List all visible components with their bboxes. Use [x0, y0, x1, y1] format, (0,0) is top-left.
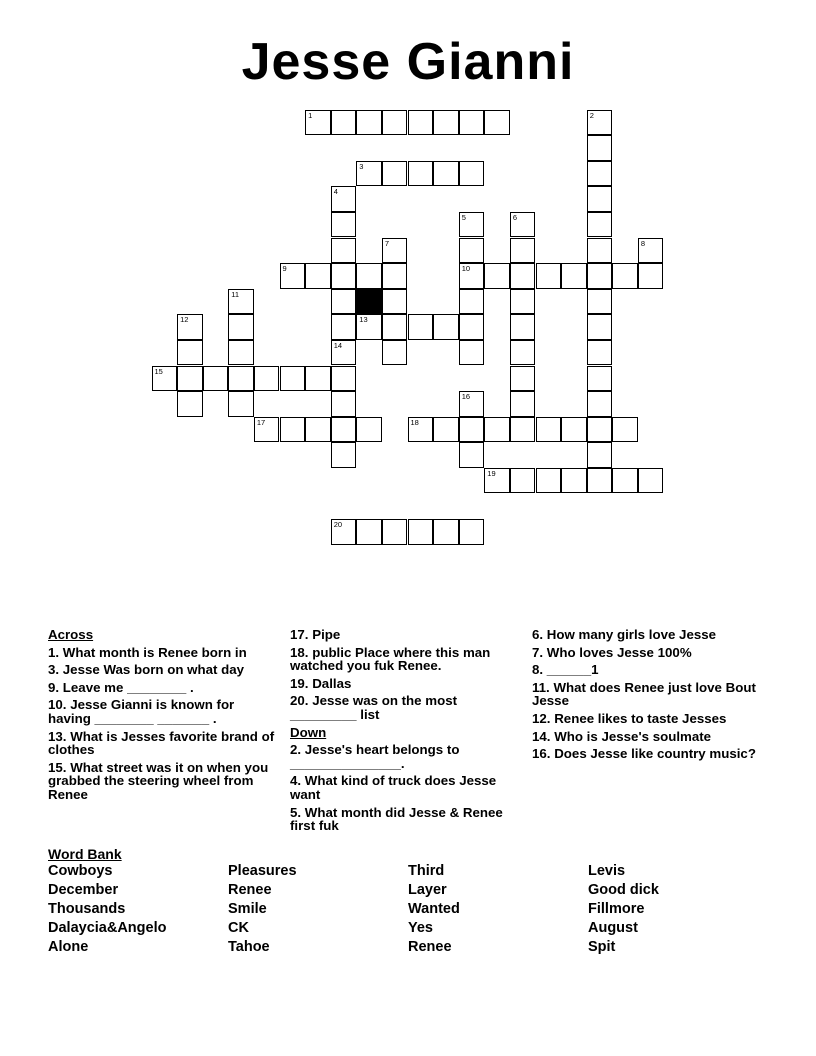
- grid-cell[interactable]: [459, 519, 485, 545]
- grid-cell[interactable]: [536, 263, 562, 289]
- grid-cell[interactable]: [484, 417, 510, 443]
- clue-number: 6.: [532, 627, 544, 642]
- grid-cell[interactable]: [587, 110, 613, 136]
- clue-number: 13.: [48, 728, 67, 744]
- word-bank-item: Cowboys: [48, 863, 113, 879]
- clue-number: 7: [384, 238, 390, 248]
- grid-cell[interactable]: [638, 263, 664, 289]
- down-heading: Down: [290, 724, 327, 740]
- grid-cell[interactable]: [587, 442, 613, 468]
- clues-column-1: [48, 628, 278, 806]
- clue-number: 18: [410, 417, 419, 427]
- grid-cell[interactable]: [280, 417, 306, 443]
- grid-cell[interactable]: [587, 161, 613, 187]
- grid-cell[interactable]: [382, 340, 408, 366]
- word-bank-item: Wanted: [408, 901, 460, 917]
- word-bank-item: Layer: [408, 882, 447, 898]
- grid-cell[interactable]: [382, 238, 408, 264]
- grid-cell[interactable]: [382, 289, 408, 315]
- grid-cell[interactable]: [587, 468, 613, 494]
- grid-cell[interactable]: [587, 340, 613, 366]
- grid-cell[interactable]: [587, 186, 613, 212]
- clue-text: Jesse was on the most _________ list: [290, 693, 458, 722]
- grid-cell[interactable]: [587, 314, 613, 340]
- grid-cell[interactable]: [587, 238, 613, 264]
- grid-cell[interactable]: [459, 238, 485, 264]
- grid-cell[interactable]: [254, 417, 280, 443]
- grid-cell[interactable]: [408, 314, 434, 340]
- grid-cell[interactable]: [177, 391, 203, 417]
- clue-text: Dallas: [308, 675, 352, 691]
- word-bank-item: Tahoe: [228, 939, 270, 955]
- grid-cell[interactable]: [587, 135, 613, 161]
- grid-cell[interactable]: [587, 417, 613, 443]
- grid-cell[interactable]: [305, 417, 331, 443]
- grid-cell[interactable]: [228, 289, 254, 315]
- word-bank-item: Smile: [228, 901, 267, 917]
- grid-cell[interactable]: [356, 314, 382, 340]
- across-heading: Across: [48, 627, 94, 642]
- clue-number: 1.: [48, 644, 60, 660]
- clue-number: 3.: [48, 662, 60, 678]
- word-bank-item: Dalaycia&Angelo: [48, 920, 167, 936]
- grid-cell[interactable]: [459, 391, 485, 417]
- grid-cell[interactable]: [433, 519, 459, 545]
- grid-cell[interactable]: [510, 263, 536, 289]
- grid-cell[interactable]: [587, 366, 613, 392]
- clue-number: 4: [333, 187, 338, 197]
- grid-cell[interactable]: [177, 340, 203, 366]
- clue-text: Leave me ________ .: [59, 679, 194, 695]
- grid-cell[interactable]: [510, 314, 536, 340]
- clue-text: ______1: [543, 662, 599, 678]
- clue-number: 1: [308, 110, 313, 120]
- clue: [48, 646, 278, 660]
- clue: [48, 681, 278, 695]
- clue: [532, 628, 762, 642]
- grid-cell[interactable]: [331, 186, 357, 212]
- clue: [290, 646, 520, 673]
- page-title: Jesse Gianni: [241, 33, 575, 91]
- grid-cell[interactable]: [510, 366, 536, 392]
- clue-number: 19: [487, 468, 496, 478]
- grid-cell[interactable]: [331, 212, 357, 238]
- clue-text: What month did Jesse & Renee first fuk: [290, 804, 503, 834]
- clue-number: 17.: [290, 627, 309, 642]
- grid-cell[interactable]: [459, 340, 485, 366]
- clue-number: 17: [256, 417, 266, 427]
- grid-cell[interactable]: [331, 289, 357, 315]
- grid-cell[interactable]: [280, 366, 306, 392]
- clue: [290, 677, 520, 691]
- grid-cell[interactable]: [536, 468, 562, 494]
- clue-number: 13: [359, 315, 368, 325]
- grid-cell[interactable]: [356, 263, 382, 289]
- grid-cell[interactable]: [408, 417, 434, 443]
- clue-text: Jesse's heart belongs to _______________.: [290, 742, 460, 771]
- grid-cell[interactable]: [228, 314, 254, 340]
- word-bank-item: Levis: [588, 863, 626, 879]
- clue: [290, 774, 520, 801]
- grid-cell[interactable]: [561, 263, 587, 289]
- grid-cell[interactable]: [331, 391, 357, 417]
- clue-text: Does Jesse like country music?: [550, 746, 756, 762]
- grid-cell[interactable]: [331, 519, 357, 545]
- clue-text: What is Jesses favorite brand of clothes: [48, 728, 275, 758]
- clue-number: 16: [461, 392, 471, 402]
- clue-text: Jesse Gianni is known for having ________ _______ .: [48, 697, 235, 726]
- grid-cell[interactable]: [561, 468, 587, 494]
- grid-cell[interactable]: [484, 263, 510, 289]
- grid-cell[interactable]: [510, 212, 536, 238]
- grid-cell[interactable]: [228, 340, 254, 366]
- grid-cell[interactable]: [459, 212, 485, 238]
- clue-number: 8: [640, 238, 646, 248]
- grid-cell[interactable]: [510, 238, 536, 264]
- clue-number: 16.: [532, 746, 551, 762]
- grid-cell[interactable]: [408, 519, 434, 545]
- clue-number: 9.: [48, 679, 60, 695]
- clue-number: 18.: [290, 644, 309, 660]
- clue-number: 10.: [48, 697, 67, 713]
- word-bank-item: Thousands: [48, 901, 126, 917]
- clue: [290, 694, 520, 721]
- grid-cell[interactable]: [459, 161, 485, 187]
- grid-cell[interactable]: [382, 314, 408, 340]
- clue-number: 20.: [290, 693, 309, 709]
- grid-cell[interactable]: [510, 340, 536, 366]
- grid-cell[interactable]: [561, 417, 587, 443]
- grid-cell[interactable]: [612, 468, 638, 494]
- grid-cell[interactable]: [331, 417, 357, 443]
- clue-text: What street was it on when you grabbed the steering wheel from Renee: [48, 759, 269, 802]
- grid-cell[interactable]: [459, 289, 485, 315]
- grid-cell[interactable]: [356, 519, 382, 545]
- grid-cell[interactable]: [356, 161, 382, 187]
- clue: [532, 712, 762, 726]
- grid-cell[interactable]: [433, 110, 459, 136]
- word-bank-item: December: [48, 882, 119, 898]
- grid-cell[interactable]: [331, 442, 357, 468]
- clue-number: 12: [180, 315, 189, 325]
- clue-number: 15: [154, 366, 163, 376]
- grid-cell[interactable]: [305, 263, 331, 289]
- clue: [48, 730, 278, 757]
- clue-number: 9: [282, 264, 287, 274]
- clue: [532, 663, 762, 677]
- clue-number: 2.: [290, 742, 302, 758]
- grid-cell[interactable]: [612, 417, 638, 443]
- clue-number: 14: [333, 340, 343, 350]
- grid-cell[interactable]: [305, 366, 331, 392]
- grid-cell[interactable]: [484, 468, 510, 494]
- grid-cell[interactable]: [612, 263, 638, 289]
- grid-cell[interactable]: [638, 468, 664, 494]
- grid-cell[interactable]: [408, 110, 434, 136]
- grid-cell[interactable]: [536, 417, 562, 443]
- grid-cell[interactable]: [382, 519, 408, 545]
- word-bank-item: Good dick: [588, 882, 659, 898]
- word-bank-item: CK: [228, 920, 249, 936]
- word-bank-item: Yes: [408, 920, 433, 936]
- clue: [532, 646, 762, 660]
- grid-cell[interactable]: [638, 238, 664, 264]
- grid-cell[interactable]: [331, 366, 357, 392]
- clue-number: 7.: [532, 644, 544, 660]
- clue: [290, 628, 520, 642]
- clue-text: What kind of truck does Jesse want: [290, 773, 497, 802]
- grid-cell[interactable]: [152, 366, 178, 392]
- grid-cell[interactable]: [382, 161, 408, 187]
- clue-number: 11.: [532, 679, 550, 695]
- clue-text: Jesse Was born on what day: [59, 662, 245, 678]
- clue-number: 2: [589, 110, 594, 120]
- grid-cell[interactable]: [459, 263, 485, 289]
- clue-text: Who is Jesse's soulmate: [550, 728, 712, 744]
- clue-text: Who loves Jesse 100%: [543, 644, 692, 660]
- grid-cell[interactable]: [433, 161, 459, 187]
- clue-text: What month is Renee born in: [59, 644, 247, 660]
- grid-cell[interactable]: [356, 417, 382, 443]
- clue-number: 14.: [532, 728, 551, 744]
- grid-cell[interactable]: [433, 417, 459, 443]
- clue-number: 10: [461, 264, 471, 274]
- grid-cell[interactable]: [228, 366, 254, 392]
- grid-cell[interactable]: [177, 366, 203, 392]
- grid-cell[interactable]: [510, 391, 536, 417]
- clue-number: 19.: [290, 675, 309, 691]
- grid-cell[interactable]: [587, 289, 613, 315]
- grid-cell[interactable]: [228, 391, 254, 417]
- clue: [532, 747, 762, 761]
- clue-number: 4.: [290, 773, 302, 789]
- word-bank-item: Spit: [588, 939, 616, 955]
- grid-cell[interactable]: [356, 110, 382, 136]
- grid-cell[interactable]: [459, 417, 485, 443]
- grid-cell[interactable]: [305, 110, 331, 136]
- clue-number: 15.: [48, 759, 67, 775]
- grid-cell[interactable]: [331, 314, 357, 340]
- grid-cell[interactable]: [177, 314, 203, 340]
- clue-number: 8.: [532, 662, 544, 678]
- word-bank-heading: Word Bank: [48, 846, 122, 862]
- clue: [48, 698, 278, 725]
- clue-text: Pipe: [308, 627, 341, 642]
- grid-cell[interactable]: [382, 263, 408, 289]
- clue-number: 12.: [532, 710, 551, 726]
- clue-number: 11: [231, 289, 240, 299]
- clue-text: public Place where this man watched you fuk Renee.: [290, 644, 491, 674]
- word-bank-item: Renee: [228, 882, 272, 898]
- grid-cell[interactable]: [510, 289, 536, 315]
- clue-number: 3: [359, 161, 364, 171]
- clue: [290, 806, 520, 833]
- word-bank-item: Fillmore: [588, 901, 645, 917]
- grid-cell[interactable]: [433, 314, 459, 340]
- grid-cell[interactable]: [331, 263, 357, 289]
- grid-cell[interactable]: [510, 417, 536, 443]
- word-bank-item: Third: [408, 863, 445, 879]
- clues-column-2: [290, 628, 520, 837]
- clue: [48, 761, 278, 802]
- clue: [290, 743, 520, 770]
- grid-cell[interactable]: [587, 391, 613, 417]
- grid-cell[interactable]: [331, 340, 357, 366]
- grid-cell[interactable]: [587, 263, 613, 289]
- grid-cell[interactable]: [408, 161, 434, 187]
- grid-cell[interactable]: [459, 442, 485, 468]
- grid-cell[interactable]: [280, 263, 306, 289]
- clue-text: How many girls love Jesse: [543, 627, 717, 642]
- clue: [532, 730, 762, 744]
- word-bank-item: August: [588, 920, 638, 936]
- clue: [48, 663, 278, 677]
- grid-cell[interactable]: [459, 314, 485, 340]
- clue-number: 5.: [290, 804, 302, 820]
- grid-cell[interactable]: [459, 110, 485, 136]
- clue-text: What does Renee just love Bout Jesse: [532, 679, 756, 709]
- grid-cell[interactable]: [331, 110, 357, 136]
- grid-cell[interactable]: [331, 238, 357, 264]
- clues-column-3: [532, 628, 762, 765]
- black-square: [356, 289, 382, 315]
- clue-number: 20: [333, 520, 343, 530]
- grid-cell[interactable]: [510, 468, 536, 494]
- grid-cell[interactable]: [587, 212, 613, 238]
- clue-number: 5: [461, 212, 466, 222]
- grid-cell[interactable]: [484, 110, 510, 136]
- clue-text: Renee likes to taste Jesses: [550, 710, 727, 726]
- clue-number: 6: [512, 212, 518, 222]
- grid-cell[interactable]: [254, 366, 280, 392]
- word-bank-item: Alone: [48, 939, 89, 955]
- grid-cell[interactable]: [382, 110, 408, 136]
- word-bank-item: Pleasures: [228, 863, 297, 879]
- grid-cell[interactable]: [203, 366, 229, 392]
- word-bank-item: Renee: [408, 939, 452, 955]
- clue: [532, 681, 762, 708]
